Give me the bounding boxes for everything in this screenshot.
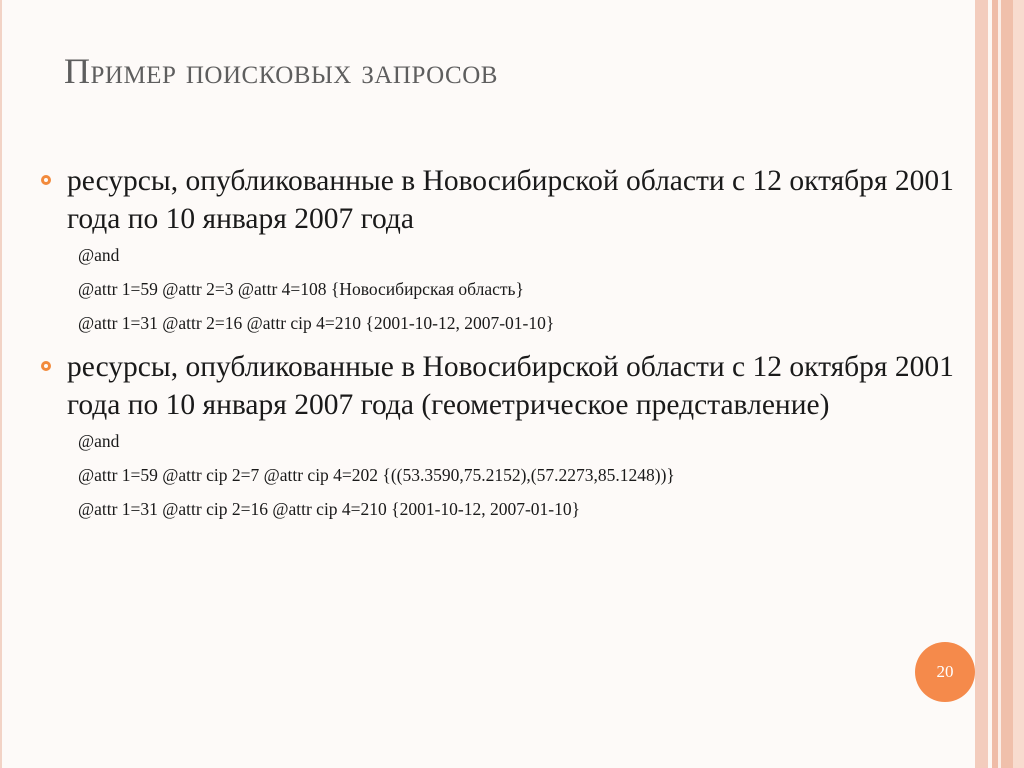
decorative-stripe <box>1001 0 1013 768</box>
bullet-text: ресурсы, опубликованные в Новосибирской области с 12 октября 2001 года по 10 января 2007 года (геометрическое представление) <box>67 351 954 421</box>
bullet-text: ресурсы, опубликованные в Новосибирской области с 12 октября 2001 года по 10 января 2007 года <box>67 165 954 235</box>
query-line: @attr 1=31 @attr cip 2=16 @attr cip 4=210 {2001-10-12, 2007-01-10} <box>78 499 581 519</box>
query-line: @attr 1=31 @attr 2=16 @attr cip 4=210 {2001-10-12, 2007-01-10} <box>78 313 555 333</box>
bullet-item-2 <box>36 348 956 526</box>
query-line: @and <box>78 431 120 451</box>
decorative-stripe <box>1013 0 1024 768</box>
query-line: @attr 1=59 @attr cip 2=7 @attr cip 4=202 {((53.3590,75.2152),(57.2273,85.1248))} <box>78 465 675 485</box>
slide-title: Пример поисковых запросов <box>64 51 498 91</box>
left-border <box>0 0 2 768</box>
query-line: @and <box>78 245 120 265</box>
page-number-badge: 20 <box>915 642 975 702</box>
bullet-row <box>36 348 956 424</box>
circle-bullet-icon <box>41 361 51 371</box>
circle-bullet-icon <box>41 175 51 185</box>
bullet-row <box>36 162 956 238</box>
query-line: @attr 1=59 @attr 2=3 @attr 4=108 {Новосибирская область} <box>78 279 524 299</box>
decorative-stripe <box>975 0 988 768</box>
bullet-item-1 <box>36 162 956 340</box>
